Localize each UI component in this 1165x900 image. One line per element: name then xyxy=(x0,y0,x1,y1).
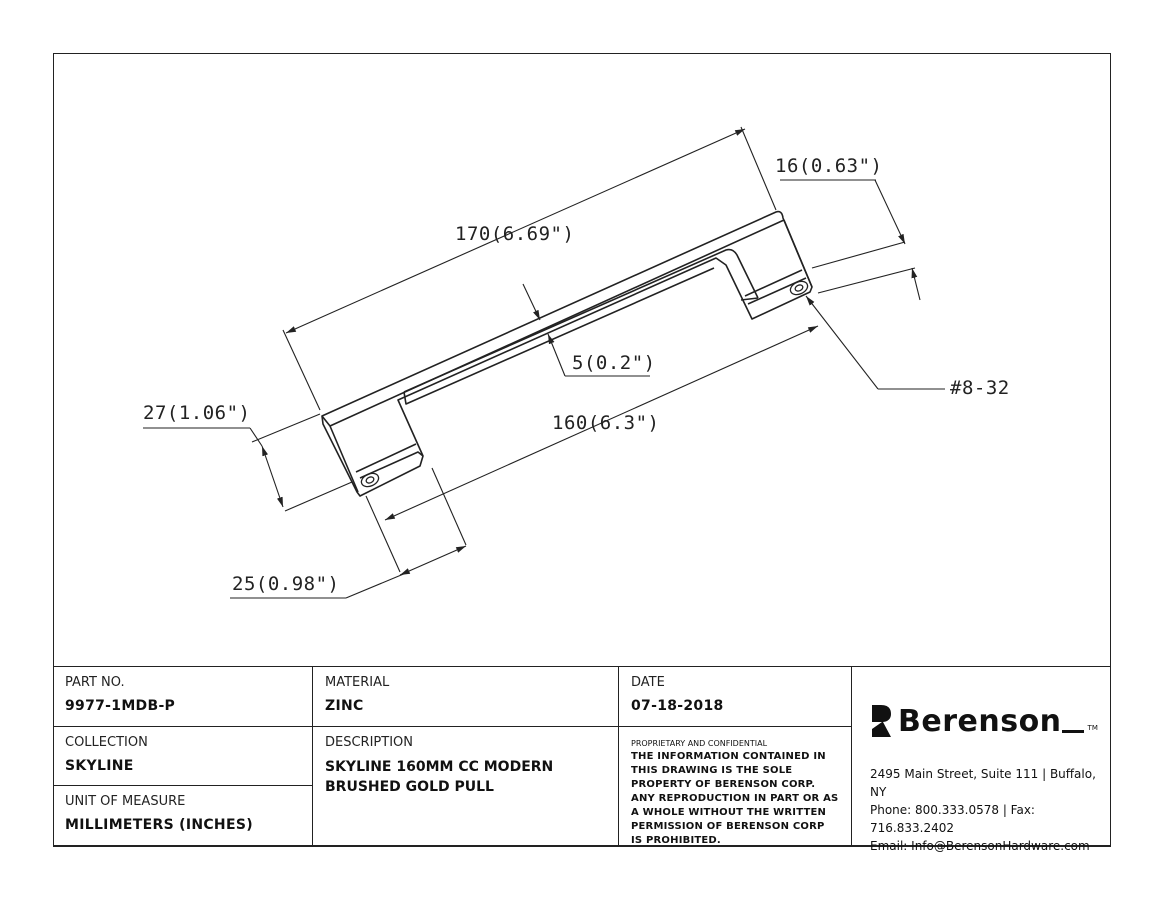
pull-outline xyxy=(322,212,812,496)
material-label: MATERIAL xyxy=(325,675,390,690)
part-no-cell xyxy=(53,667,313,727)
material-cell xyxy=(313,667,619,727)
trademark: TM xyxy=(1087,724,1098,732)
collection-value: SKYLINE xyxy=(65,758,134,774)
logo-underline xyxy=(1062,730,1084,734)
dim-height: 27(1.06") xyxy=(143,402,251,424)
company-email: Email: Info@BerensonHardware.com xyxy=(870,839,1090,853)
dim-depth: 16(0.63") xyxy=(775,155,883,177)
part-no-label: PART NO. xyxy=(65,675,125,690)
title-block xyxy=(53,666,1111,853)
part-no-value: 9977-1MDB-P xyxy=(65,698,176,714)
date-value: 07-18-2018 xyxy=(631,698,724,714)
proprietary-text: THE INFORMATION CONTAINED IN THIS DRAWING IS THE SOLE PROPERTY OF BERENSON CORP. ANY REPRODUCTION IN PART OR AS A WHOLE WITHOUT THE WRITTEN PERMISSION OF BERENSON CORP IS PROHIBITED. xyxy=(631,751,839,846)
company-cell xyxy=(852,667,1111,853)
company-logo xyxy=(870,703,1098,739)
unit-cell xyxy=(53,786,313,847)
company-address: 2495 Main Street, Suite 111 | Buffalo, NY xyxy=(870,767,1096,799)
unit-value: MILLIMETERS (INCHES) xyxy=(65,817,253,833)
proprietary-cell xyxy=(619,727,852,847)
dimension-lines xyxy=(143,127,945,598)
collection-label: COLLECTION xyxy=(65,735,148,750)
company-name: Berenson xyxy=(898,703,1062,739)
unit-label: UNIT OF MEASURE xyxy=(65,794,186,809)
berenson-logo-icon xyxy=(870,703,892,739)
dim-screw-size: #8-32 xyxy=(950,377,1010,399)
dim-bar-thickness: 5(0.2") xyxy=(572,352,656,374)
proprietary-heading: PROPRIETARY AND CONFIDENTIAL xyxy=(631,739,768,748)
company-contact xyxy=(870,765,1110,855)
date-label: DATE xyxy=(631,675,665,690)
dimension-labels xyxy=(143,155,1010,595)
dim-center-to-center: 160(6.3") xyxy=(552,412,660,434)
company-phone-fax: Phone: 800.333.0578 | Fax: 716.833.2402 xyxy=(870,803,1035,835)
description-cell xyxy=(313,727,619,847)
date-cell xyxy=(619,667,852,727)
description-value: SKYLINE 160MM CC MODERN BRUSHED GOLD PULL xyxy=(325,759,554,795)
collection-cell xyxy=(53,727,313,786)
dim-foot-width: 25(0.98") xyxy=(232,573,340,595)
material-value: ZINC xyxy=(325,698,364,714)
description-label: DESCRIPTION xyxy=(325,735,413,750)
dim-overall-length: 170(6.69") xyxy=(455,223,575,245)
